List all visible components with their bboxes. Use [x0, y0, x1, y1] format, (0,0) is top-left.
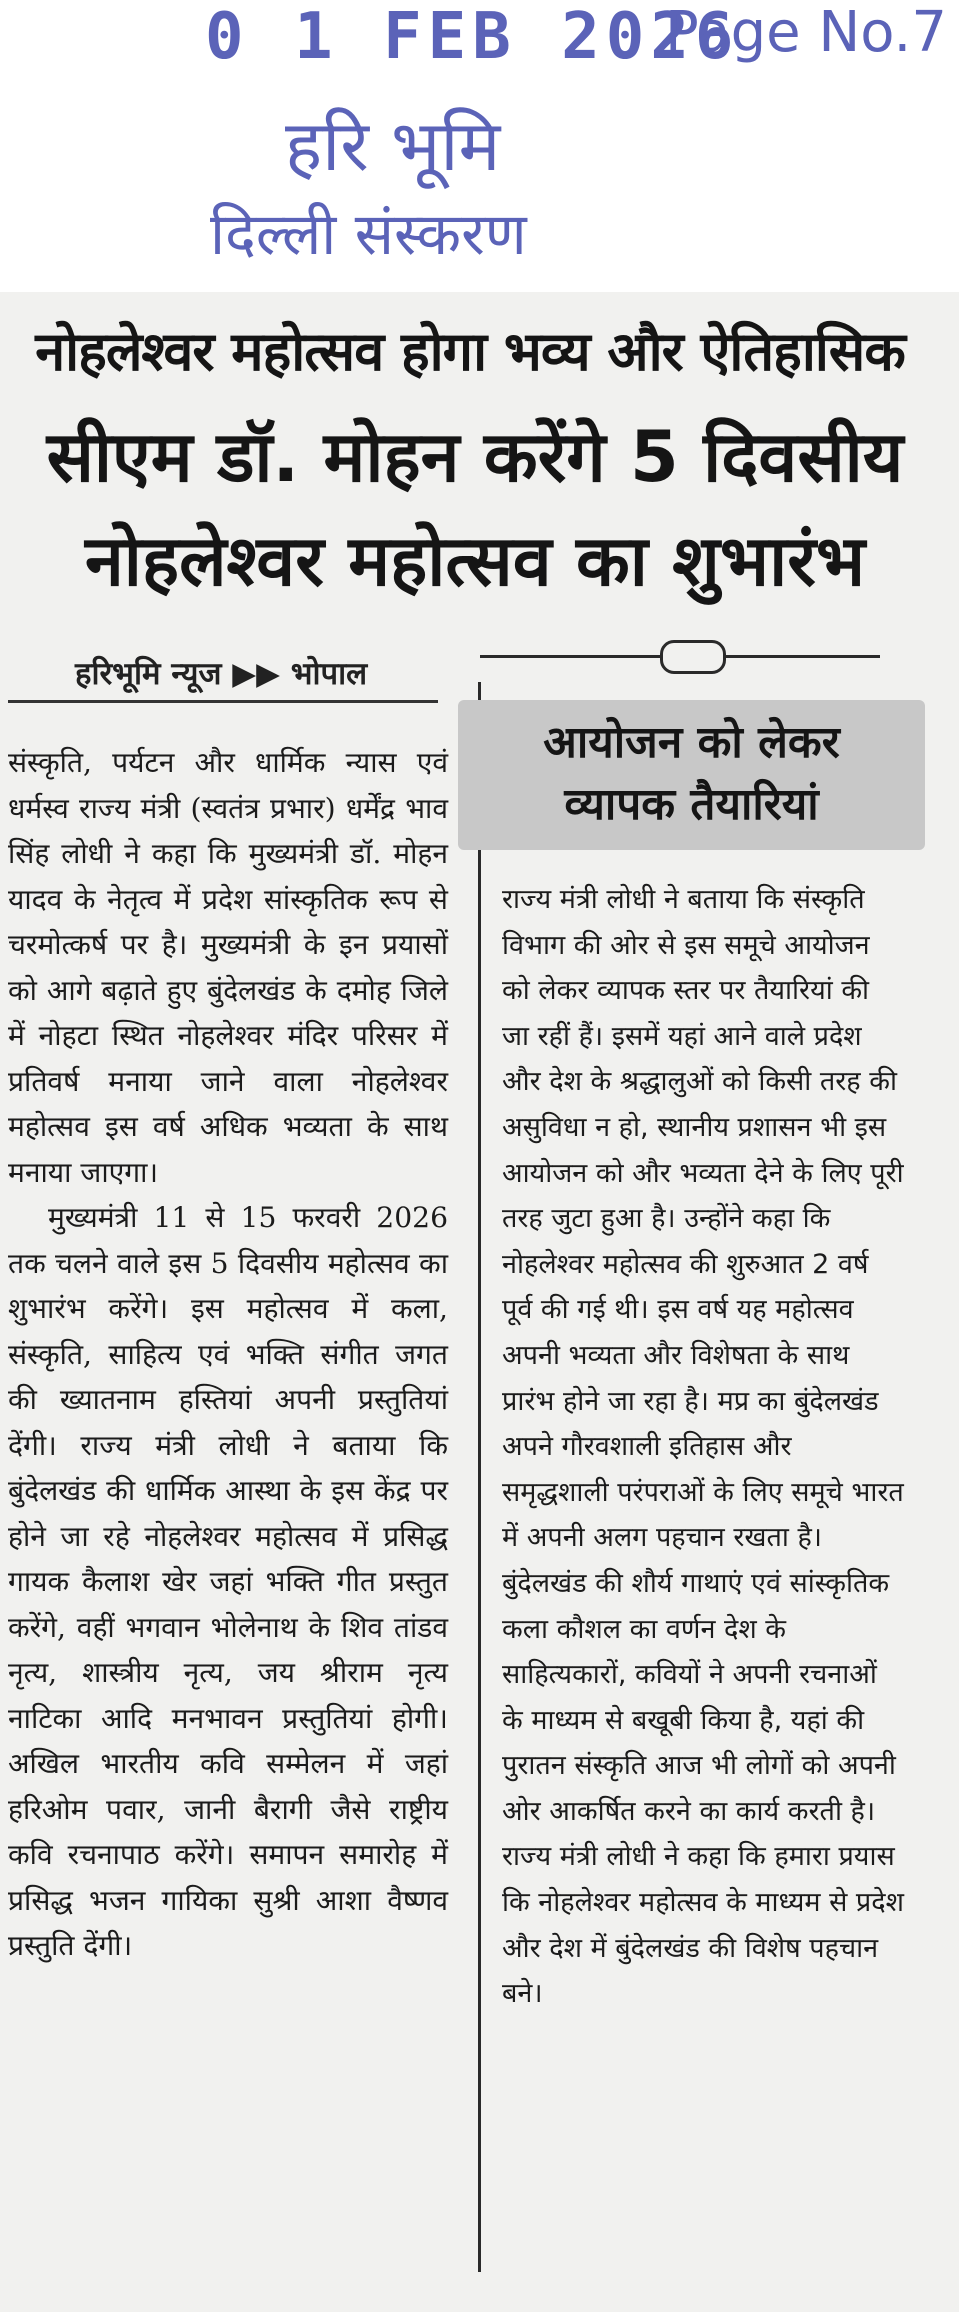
- stamp-newspaper-name: हरि भूमि: [285, 105, 501, 187]
- left-paragraph-1: संस्कृति, पर्यटन और धार्मिक न्यास एवं धर्मस्व राज्य मंत्री (स्वतंत्र प्रभार) धर्मेंद्र भाव सिंह लोधी ने कहा कि मुख्यमंत्री डॉ. मोहन यादव के नेतृत्व में प्रदेश सांस्कृतिक रूप से चरमोत्कर्ष पर है। मुख्यमंत्री के इन प्रयासों को आगे बढ़ाते हुए बुंदेलखंड के दमोह जिले में नोहटा स्थित नोहलेश्वर मंदिर परिसर में प्रतिवर्ष मनाया जाने वाला नोहलेश्वर महोत्सव इस वर्ष अधिक भव्यता के साथ मनाया जाएगा।: [8, 746, 448, 1189]
- stamp-date: 0 1 FEB 2026: [205, 0, 740, 74]
- left-column: [8, 740, 448, 1969]
- headline-line-1: सीएम डॉ. मोहन करेंगे 5 दिवसीय: [46, 416, 904, 498]
- decorative-knot-icon: [660, 640, 726, 674]
- byline: हरिभूमि न्यूज ▶▶ भोपाल: [75, 656, 368, 692]
- archive-stamp: [0, 0, 959, 290]
- subheading-line-1: आयोजन को लेकर: [543, 717, 840, 768]
- right-paragraph: राज्य मंत्री लोधी ने बताया कि संस्कृति विभाग की ओर से इस समूचे आयोजन को लेकर व्यापक स्तर पर तैयारियां की जा रहीं हैं। इसमें यहां आने वाले प्रदेश और देश के श्रद्धालुओं को किसी तरह की असुविधा न हो, स्थानीय प्रशासन भी इस आयोजन को और भव्यता देने के लिए पूरी तरह जुटा हुआ है। उन्होंने कहा कि नोहलेश्वर महोत्सव की शुरुआत 2 वर्ष पूर्व की गई थी। इस वर्ष यह महोत्सव अपनी भव्यता और विशेषता के साथ प्रारंभ होने जा रहा है। मप्र का बुंदेलखंड अपने गौरवशाली इतिहास और समृद्धशाली परंपराओं के लिए समूचे भारत में अपनी अलग पहचान रखता है। बुंदेलखंड की शौर्य गाथाएं एवं सांस्कृतिक कला कौशल का वर्णन देश के साहित्यकारों, कवियों ने अपनी रचनाओं के माध्यम से बखूबी किया है, यहां की पुरातन संस्कृति आज भी लोगों को अपनी ओर आकर्षित करने का कार्य करती है। राज्य मंत्री लोधी ने कहा कि हमारा प्रयास कि नोहलेश्वर महोत्सव के माध्यम से प्रदेश और देश में बुंदेलखंड की विशेष पहचान बने।: [502, 884, 904, 2010]
- byline-rule: [8, 700, 438, 703]
- left-paragraph-2: मुख्यमंत्री 11 से 15 फरवरी 2026 तक चलने वाले इस 5 दिवसीय महोत्सव का शुभारंभ करेंगे। इस महोत्सव में कला, संस्कृति, साहित्य एवं भक्ति संगीत जगत की ख्यातनाम हस्तियां अपनी प्रस्तुतियां देंगी। राज्य मंत्री लोधी ने बताया कि बुंदेलखंड की धार्मिक आस्था के इस केंद्र पर होने जा रहे नोहलेश्वर महोत्सव में प्रसिद्ध गायक कैलाश खेर जहां भक्ति गीत प्रस्तुत करेंगे, वहीं भगवान भोलेनाथ के शिव तांडव नृत्य, शास्त्रीय नृत्य, जय श्रीराम नृत्य नाटिका आदि मनभावन प्रस्तुतियां होगी। अखिल भारतीय कवि सम्मेलन में जहां हरिओम पवार, जानी बैरागी जैसे राष्ट्रीय कवि रचनापाठ करेंगे। समापन समारोह में प्रसिद्ध भजन गायिका सुश्री आशा वैष्णव प्रस्तुति देंगी।: [8, 1201, 448, 1962]
- stamp-page-number: Page No.7: [665, 0, 947, 65]
- headline-line-2: नोहलेश्वर महोत्सव का शुभारंभ: [84, 520, 866, 602]
- subheading-line-2: व्यापक तैयारियां: [564, 779, 819, 830]
- stamp-edition: दिल्ली संस्करण: [210, 200, 527, 268]
- subheading: [458, 712, 925, 836]
- column-divider: [478, 682, 481, 2272]
- headline: [15, 405, 935, 613]
- headline-kicker: नोहलेश्वर महोत्सव होगा भव्य और ऐतिहासिक: [35, 320, 905, 383]
- right-column: [502, 877, 904, 2017]
